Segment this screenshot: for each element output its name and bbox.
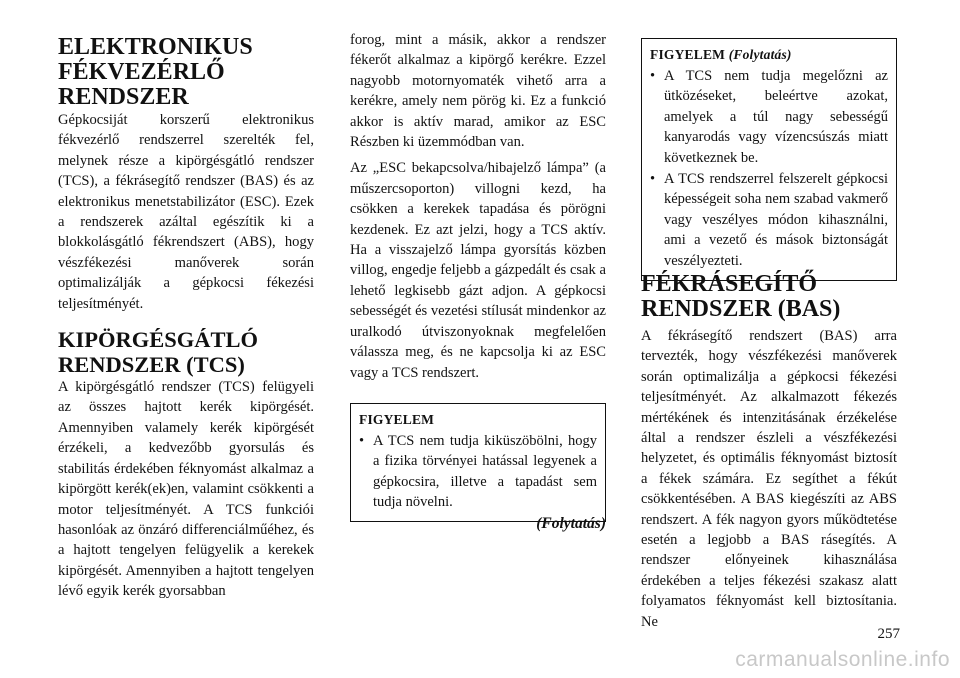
tcs-paragraph: A kipörgésgátló rendszer (TCS) felügyeli az összes hajtott kerék kipörgését. Amennyiben valamely kerék kipörgését érzékeli, a kedvezőbb gyorsulás és stabilitás érdekében féknyomást alkalmaz a kipörgött kerék(ek)en, valamint csökkenti a motor teljesítményét. A TCS funkciói hasonlóak az önzáró differenciálműéhez, és a hajtott tengelyen felügyelik a kerekek kipörgését. Amennyiben a hajtott tengelyen lévő egyik kerék gyorsabban [58, 379, 314, 600]
warning-continued-label: (Folytatás) [728, 47, 792, 62]
warning-title-continued [650, 45, 888, 66]
warning-title: FIGYELEM [359, 412, 435, 427]
column-1 [58, 30, 314, 602]
warning-title-text: FIGYELEM [650, 47, 726, 62]
tcs-heading: KIPÖRGÉSGÁTLÓ RENDSZER (TCS) [58, 327, 259, 377]
bas-heading: FÉKRÁSEGÍTŐ RENDSZER (BAS) [641, 271, 841, 322]
warning-item: • A TCS nem tudja kiküszöbölni, hogy a fizika törvényei hatással legyenek a gépkocsira, illetve a tapadást sem tudja növelni. [359, 431, 597, 513]
warning-box-continued [641, 38, 897, 281]
bas-section [641, 272, 897, 632]
warning-item: • A TCS rendszerrel felszerelt gépkocsi képességeit soha nem szabad vakmerő vagy veszélyes módon kihasználni, ami a vezető és mások biztonságát veszélyezteti. [650, 169, 888, 272]
warning-list [359, 431, 597, 513]
bas-paragraph: A fékrásegítő rendszert (BAS) arra tervezték, hogy vészfékezési manőverek során optimalizálja a gépkocsi fékezési teljesítményét. Az alkalmazott fékezés mértékének és intenzitásának érzékelése által a rendszer észleli a vészfékezési helyzetet, és optimális féknyomást biztosít a fékek számára. Ez segíthet a fékút csökkentésében. A BAS kiegészíti az ABS rendszert. A fék nagyon gyors működtetése esetén a legjobb a BAS rásegítés. A rendszer előnyeinek kihasználása érdekében a teljes fékezési szakasz alatt folyamatos féknyomást kell biztosítania. Ne [641, 328, 897, 630]
watermark: carmanualsonline.info [735, 648, 950, 671]
esc-heading: ELEKTRONIKUS FÉKVEZÉRLŐ RENDSZER [58, 34, 253, 110]
continued-label: (Folytatás) [536, 515, 606, 532]
warning-box-tcs [350, 403, 606, 522]
page-number: 257 [877, 626, 900, 642]
esc-lamp-paragraph: Az „ESC bekapcsolva/hibajelző lámpa” (a műszercsoporton) villogni kezd, ha csökken a kerekek tapadása és pörögni kezdenek. Ez azt jelzi, hogy a TCS aktív. Ha a visszajelző lámpa gyorsítás közben villog, engedje feljebb a gázpedált és csak a lehető legkisebb gázt adjon. A gépkocsi sebességét és vezetési stílusát mindenkor az uralkodó útviszonyoknak megfelelően válassza meg, és ne kapcsolja ki az ESC vagy a TCS rendszert. [350, 160, 606, 381]
tcs-paragraph-continued: forog, mint a másik, akkor a rendszer fékerőt alkalmaz a kipörgő kerékre. Ezzel nagyobb motornyomaték vihető arra a kerékre, amely nem pörög ki. Ez a funkció akkor is aktív marad, amikor az ESC Részben ki üzemmódban van. [350, 32, 606, 151]
column-2 [350, 30, 606, 383]
warning-list [650, 66, 888, 272]
esc-paragraph: Gépkocsiját korszerű elektronikus fékvezérlő rendszerrel szerelték fel, melynek része a kipörgésgátló rendszer (TCS), a fékrásegítő rendszer (BAS) és az elektronikus menetstabilizátor (ESC). Ezek a rendszerek azáltal egészítik ki a blokkolásgátló fékrendszert (ABS), hogy vészfékezési manőverek során optimalizálják a gépkocsi fékezési teljesítményét. [58, 112, 314, 312]
warning-item: • A TCS nem tudja megelőzni az ütközéseket, beleértve azokat, amelyek a túl nagy sebességű kanyarodás vagy vízencsúszás miatt következnek be. [650, 66, 888, 169]
